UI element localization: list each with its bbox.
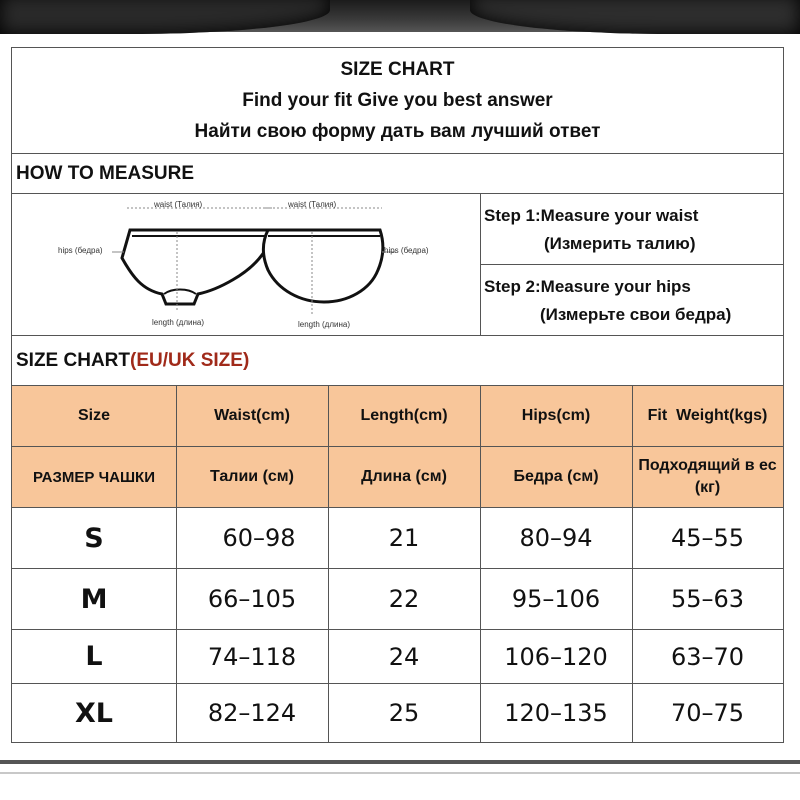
divider: [481, 264, 783, 265]
measurement-diagram: [12, 194, 480, 334]
header-length: Length(cm): [360, 407, 448, 424]
divider: [12, 153, 783, 154]
step2-russian: (Измерьте свои бедра): [540, 305, 732, 324]
back-briefs-drawing: [264, 230, 383, 302]
briefs-illustration: [12, 194, 480, 334]
bottom-photo-strip: [0, 758, 800, 800]
fabric-shape: [0, 0, 330, 34]
length-m: 22: [388, 585, 420, 613]
header-size-ru: РАЗМЕР ЧАШКИ: [33, 468, 155, 486]
header-size: Size: [77, 407, 110, 424]
step1-english: Step 1:Measure your waist: [484, 206, 699, 225]
waist-label-back: waist (Талия): [288, 200, 337, 209]
step2-english: Step 2:Measure your hips: [484, 277, 691, 296]
subtitle-english: Find your fit Give you best answer: [242, 90, 553, 111]
waist-l: 74–118: [207, 642, 297, 671]
weight-l: 63–70: [670, 642, 745, 671]
size-chart-title-suffix: (EU/UK SIZE): [130, 350, 250, 371]
waist-s: 60–98: [222, 524, 296, 552]
chart-title: SIZE CHART: [340, 59, 455, 80]
length-label-front: length (длина): [152, 318, 205, 327]
size-s: S: [84, 522, 104, 554]
header-weight-ru: Подходящий в ес (кг): [638, 457, 777, 496]
header-hips: Hips(cm): [521, 407, 591, 424]
header-weight: Fit Weight(kgs): [647, 407, 768, 424]
waist-xl: 82–124: [207, 699, 297, 727]
header-waist: Waist(cm): [214, 407, 290, 424]
size-xl: XL: [74, 697, 114, 729]
divider: [12, 335, 783, 336]
how-to-measure-title: HOW TO MEASURE: [16, 163, 195, 184]
header-hips-ru: Бедра (см): [513, 468, 599, 485]
waist-m: 66–105: [207, 585, 297, 613]
size-m: M: [80, 583, 108, 615]
step1-russian: (Измерить талию): [544, 234, 696, 253]
hips-s: 80–94: [519, 524, 593, 552]
bottom-edge-line: [0, 772, 800, 774]
size-chart-title: [16, 350, 249, 372]
bottom-edge-line: [0, 760, 800, 764]
weight-s: 45–55: [670, 524, 745, 552]
divider: [12, 446, 783, 447]
length-l: 24: [388, 642, 420, 671]
hips-m: 95–106: [511, 585, 601, 613]
size-l: L: [85, 641, 103, 672]
header-waist-ru: Талии (см): [210, 468, 294, 485]
fabric-shape: [470, 0, 800, 34]
hips-label-back: hips (бедра): [384, 246, 429, 255]
weight-m: 55–63: [670, 585, 745, 613]
header-length-ru: Длина (см): [361, 468, 447, 485]
length-xl: 25: [388, 699, 420, 727]
length-s: 21: [388, 524, 420, 552]
length-label-back: length (длина): [298, 320, 351, 329]
front-briefs-drawing: [122, 230, 270, 304]
hips-xl: 120–135: [504, 699, 608, 727]
hips-label-front: hips (бедра): [58, 246, 103, 255]
hips-l: 106–120: [504, 642, 608, 671]
subtitle-russian: Найти свою форму дать вам лучший ответ: [194, 121, 601, 142]
size-chart-title-prefix: SIZE CHART: [16, 350, 130, 371]
weight-xl: 70–75: [670, 699, 745, 727]
waist-label-front: waist (Талия): [154, 200, 203, 209]
top-photo-strip: [0, 0, 800, 32]
